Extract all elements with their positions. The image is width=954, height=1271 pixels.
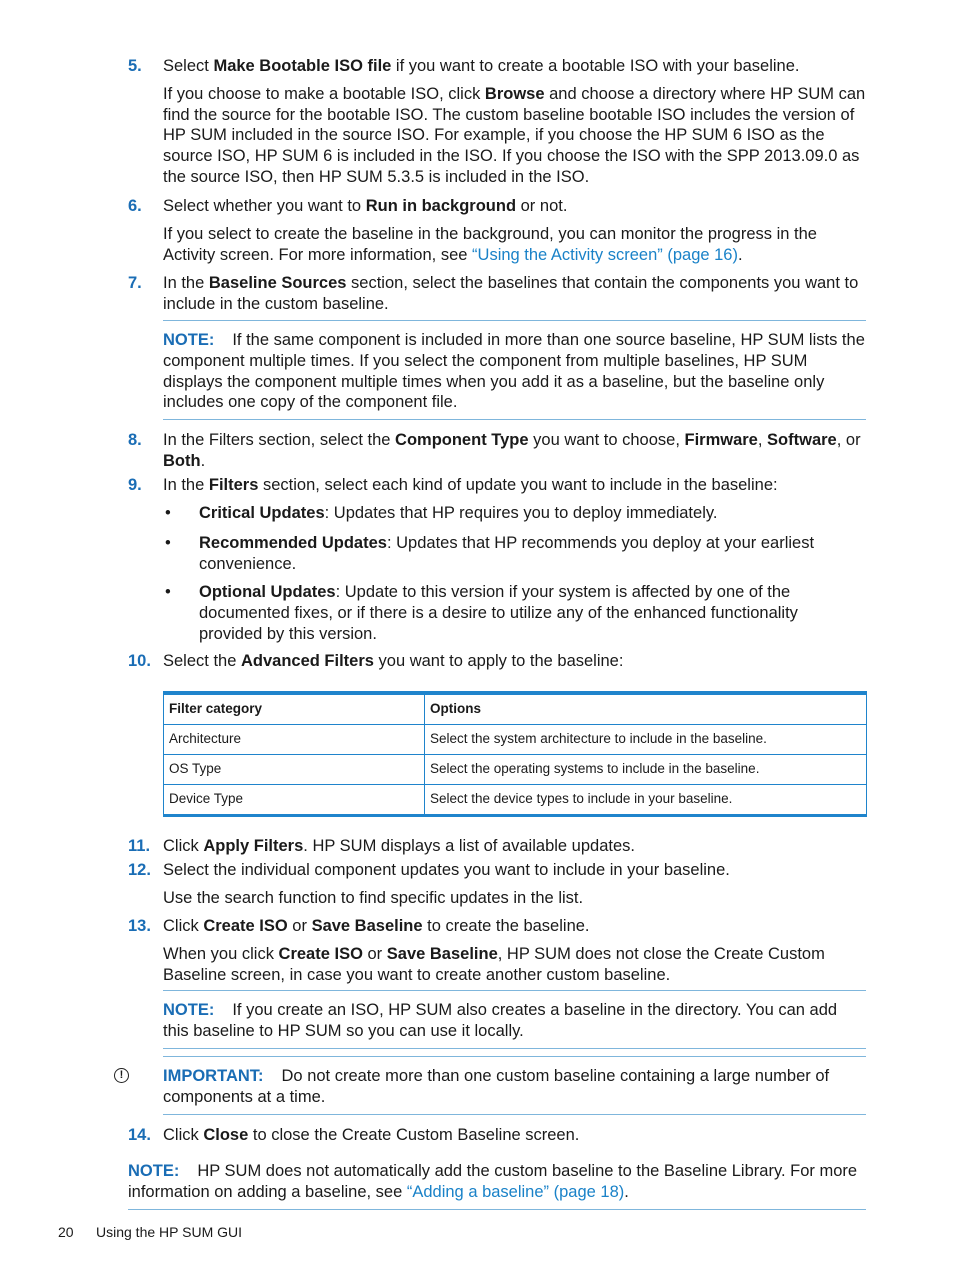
step-14 — [128, 1125, 866, 1146]
step-10 — [128, 651, 866, 672]
important-box — [163, 1056, 866, 1115]
table-header-row — [164, 693, 867, 725]
step-7 — [128, 273, 866, 315]
step-text: Click Create ISO or Save Baseline to create the baseline. — [163, 917, 590, 935]
step-text: Select the individual component updates you want to include in your baseline. — [163, 861, 730, 879]
step-detail: Use the search function to find specific updates in the list. — [163, 888, 584, 907]
note-label: NOTE: — [163, 331, 215, 349]
note-box — [163, 990, 866, 1049]
note-text: NOTE: HP SUM does not automatically add the custom baseline to the Baseline Library. For more information on adding a baseline, see “Adding a baseline” (page 18). — [128, 1162, 858, 1201]
step-number: 9. — [128, 476, 142, 494]
table-header: Options — [425, 693, 867, 725]
step-text: Click Close to close the Create Custom Baseline screen. — [163, 1126, 580, 1144]
step-number: 11. — [128, 837, 151, 855]
step-number: 5. — [128, 57, 142, 75]
advanced-filters-table — [163, 691, 867, 817]
step-text: Select whether you want to Run in background or not. — [163, 197, 568, 215]
step-text: In the Filters section, select each kind of update you want to include in the baseline: — [163, 476, 778, 494]
bullet-icon: • — [165, 583, 171, 601]
note-text: NOTE: If you create an ISO, HP SUM also creates a baseline in the directory. You can add this baseline to HP SUM so you can use it locally. — [163, 1001, 838, 1040]
activity-screen-link[interactable]: “Using the Activity screen” (page 16) — [472, 245, 738, 264]
step-5 — [128, 56, 866, 188]
note-box — [128, 1161, 866, 1210]
step-number: 12. — [128, 861, 151, 879]
important-text: IMPORTANT: Do not create more than one custom baseline containing a large number of components at a time. — [163, 1067, 830, 1106]
list-item: • Critical Updates: Updates that HP requires you to deploy immediately. — [165, 504, 718, 522]
bullet-icon: • — [165, 504, 171, 522]
list-item: • Optional Updates: Update to this version if your system is affected by one of the documented fixes, or if there is a desire to utilize any of the enhanced functionality provided by this version. — [165, 583, 798, 643]
step-6 — [128, 196, 866, 265]
table-cell: Select the system architecture to include in the baseline. — [425, 725, 867, 755]
note-label: NOTE: — [128, 1162, 180, 1180]
step-11 — [128, 836, 866, 857]
step-8 — [128, 430, 866, 472]
table-cell: Select the device types to include in your baseline. — [425, 785, 867, 816]
step-text: In the Baseline Sources section, select the baselines that contain the components you want to include in the custom baseline. — [163, 274, 859, 313]
table-row — [164, 785, 867, 816]
step-text: Click Apply Filters. HP SUM displays a list of available updates. — [163, 837, 635, 855]
page-number: 20 — [58, 1224, 74, 1240]
step-number: 14. — [128, 1126, 151, 1144]
step-number: 7. — [128, 274, 142, 292]
step-number: 6. — [128, 197, 142, 215]
table-cell: Select the operating systems to include in the baseline. — [425, 755, 867, 785]
bullet-icon: • — [165, 534, 171, 552]
step-9 — [128, 475, 866, 496]
step-detail: When you click Create ISO or Save Baseline, HP SUM does not close the Create Custom Baseline screen, in case you want to create another custom baseline. — [163, 944, 825, 984]
list-item: • Recommended Updates: Updates that HP recommends you deploy at your earliest convenience. — [165, 534, 815, 573]
table-cell: Device Type — [164, 785, 425, 816]
step-number: 8. — [128, 431, 142, 449]
step-detail: If you choose to make a bootable ISO, click Browse and choose a directory where HP SUM can find the source for the bootable ISO. The custom baseline bootable ISO includes the version of HP SUM included in the source ISO. For example, if you choose the HP SUM 6 ISO as the source ISO, HP SUM 6 is included in the ISO. If you choose the ISO with the SPP 2013.09.0 as the source ISO, then HP SUM 5.3.5 is included in the ISO. — [163, 84, 866, 186]
table-cell: Architecture — [164, 725, 425, 755]
important-icon: ! — [114, 1068, 129, 1083]
step-number: 13. — [128, 917, 151, 935]
step-number: 10. — [128, 652, 151, 670]
table-cell: OS Type — [164, 755, 425, 785]
step-13 — [128, 916, 866, 985]
step-text: Select the Advanced Filters you want to apply to the baseline: — [163, 652, 624, 670]
note-text: NOTE: If the same component is included in more than one source baseline, HP SUM lists the component multiple times. If you select the component from multiple baselines, HP SUM displays the component multiple times when you add it as a baseline, but the baseline only includes one copy of the component file. — [163, 331, 865, 412]
step-text: Select Make Bootable ISO file if you want to create a bootable ISO with your baseline. — [163, 57, 800, 75]
step-text: In the Filters section, select the Component Type you want to choose, Firmware, Software, or Both. — [163, 431, 861, 470]
note-box — [163, 320, 866, 420]
footer-title: Using the HP SUM GUI — [96, 1224, 243, 1240]
step-12 — [128, 860, 866, 909]
step-detail: If you select to create the baseline in the background, you can monitor the progress in the Activity screen. For more information, see “Using the Activity screen” (page 16). — [163, 224, 817, 264]
note-label: NOTE: — [163, 1001, 215, 1019]
table-row — [164, 755, 867, 785]
adding-baseline-link[interactable]: “Adding a baseline” (page 18) — [406, 1182, 625, 1201]
important-label: IMPORTANT: — [163, 1067, 264, 1085]
table-row — [164, 725, 867, 755]
table-header: Filter category — [164, 693, 425, 725]
